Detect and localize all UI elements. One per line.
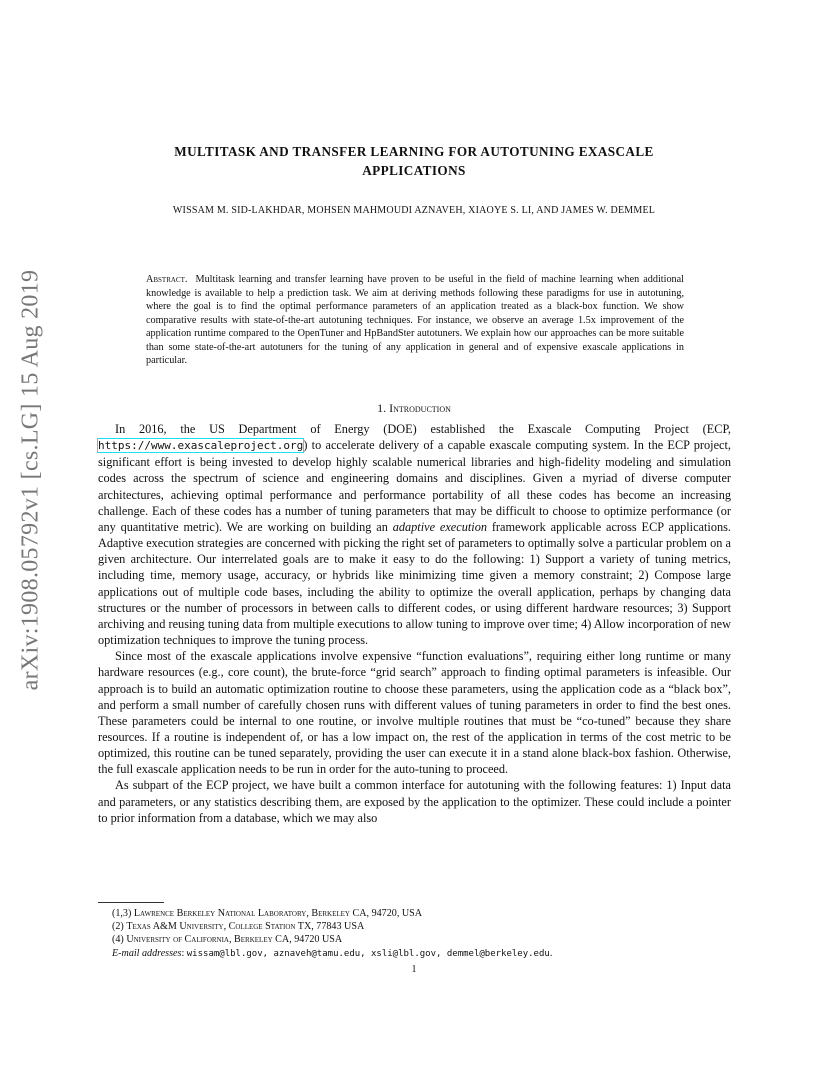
footnote-2-number: (2) bbox=[112, 921, 124, 933]
section-number: 1. bbox=[377, 401, 387, 415]
email-addresses: wissam@lbl.gov, aznaveh@tamu.edu, xsli@lbl.gov, demmel@berkeley.edu bbox=[186, 948, 550, 959]
footnote-3-number: (4) bbox=[112, 934, 124, 946]
abstract-label: Abstract. bbox=[146, 274, 188, 285]
author-list: WISSAM M. SID-LAKHDAR, MOHSEN MAHMOUDI AZNAVEH, XIAOYE S. LI, AND JAMES W. DEMMEL bbox=[172, 205, 656, 216]
paragraph-1 bbox=[98, 421, 731, 648]
paragraph-1-emphasis: adaptive execution bbox=[392, 519, 487, 534]
body-text bbox=[98, 421, 731, 826]
page-number: 1 bbox=[411, 964, 417, 975]
paragraph-1-part-c: framework applicable across ECP applications. Adaptive execution strategies are concerned with picking the right set of parameters to optimally solve a particular problem on a given architecture. Our interrelated goals are to make it easy to do the following: 1) Support a variety of tuning metrics, including time, memory usage, accuracy, or hybrids like minimizing time given a memory constraint; 2) Compose large applications out of multiple code bases, including the ability to optimize the overall application, perhaps by changing data structures or the number of processors in between calls to different codes, or using different hardware resources; 3) Support archiving and reusing tuning data from multiple executions to allow tuning to improve over time; 4) Allow incorporation of new optimization techniques to improve the tuning process. bbox=[98, 519, 731, 648]
section-heading bbox=[100, 401, 728, 416]
footnote-1 bbox=[112, 907, 732, 920]
paragraph-2: Since most of the exascale applications involve expensive “function evaluations”, requiring either long runtime or many hardware resources (e.g., core count), the brute-force “grid search” approach to finding optimal parameters is infeasible. Our approach is to build an automatic optimization routine to choose these parameters, using the application code as a “black box”, and perform a small number of carefully chosen runs with different values of tuning parameters in order to find the best ones. These parameters could be internal to one routine, or involve multiple routines that must be “co-tuned” because they share resources. If a routine is independent of, or has a low impact on, the rest of the application in terms of the cost metric to be optimized, this routine can be tuned separately, providing the user can execute it in a stand alone black-box fashion. Otherwise, the full exascale application needs to be run in order for the auto-tuning to proceed. bbox=[98, 649, 731, 777]
footnote-3-text: University of California, Berkeley CA, 94720 USA bbox=[126, 934, 343, 946]
footnote-rule bbox=[98, 902, 164, 903]
abstract-text: Multitask learning and transfer learning have proven to be useful in the field of machine learning when additional knowledge is available to help a prediction task. We aim at deriving methods following these paradigms for use in autotuning, where the goal is to find the optimal performance parameters of an application treated as a black-box function. We show comparative results with state-of-the-art autotuning techniques. For instance, we observe an average 1.5x improvement of the application runtime compared to the OpenTuner and HpBandSter autotuners. We explain how our approaches can be more suitable than some state-of-the-art autotuners for the tuning of any application in general and of expensive exascale applications in particular. bbox=[146, 274, 685, 366]
paragraph-1-part-a: In 2016, the US Department of Energy (DOE) established the Exascale Computing Project (ECP, bbox=[115, 422, 731, 436]
title-line-1: MULTITASK AND TRANSFER LEARNING FOR AUTOTUNING EXASCALE bbox=[174, 144, 654, 159]
footnote-1-text: Lawrence Berkeley National Laboratory, Berkeley CA, 94720, USA bbox=[133, 908, 423, 919]
arxiv-id: arXiv:1908.05792v1 [cs.LG] 15 Aug 2019 bbox=[17, 269, 44, 691]
section-title: Introduction bbox=[389, 401, 451, 415]
footnotes bbox=[112, 907, 732, 961]
title-line-2: APPLICATIONS bbox=[362, 163, 466, 178]
footnote-1-number: (1,3) bbox=[112, 908, 132, 919]
email-footnote: E-mail addresses: wissam@lbl.gov, aznaveh@tamu.edu, xsli@lbl.gov, demmel@berkeley.edu. bbox=[112, 947, 553, 959]
paragraph-1-part-b: ) to accelerate delivery of a capable exascale computing system. In the ECP project, significant effort is being invested to develop highly scalable numerical libraries and high-fidelity modeling and simulation codes across the spectrum of science and engineering domains and disciplines. Given a myriad of diverse computer architectures, achieving optimal performance and performance portability of all these codes has become an increasing challenge. Each of these codes has a number of tuning parameters that may be difficult to choose to optimize performance (or any quantitative metric). We are working on building an bbox=[98, 438, 731, 534]
paragraph-3: As subpart of the ECP project, we have built a common interface for autotuning with the following features: 1) Input data and parameters, or any statistics describing them, are exposed by the application to the optimizer. These could include a pointer to prior information from a database, which we may also bbox=[98, 778, 731, 825]
arxiv-watermark bbox=[14, 269, 48, 691]
footnote-2-text: Texas A&M University, College Station TX, 77843 USA bbox=[126, 921, 365, 933]
email-label: E-mail addresses bbox=[112, 947, 182, 959]
footnote-2 bbox=[112, 920, 732, 933]
footnote-3 bbox=[112, 933, 732, 946]
paper-title bbox=[100, 142, 728, 180]
ecp-url-link[interactable]: https://www.exascaleproject.org bbox=[98, 439, 304, 453]
abstract bbox=[146, 273, 684, 368]
